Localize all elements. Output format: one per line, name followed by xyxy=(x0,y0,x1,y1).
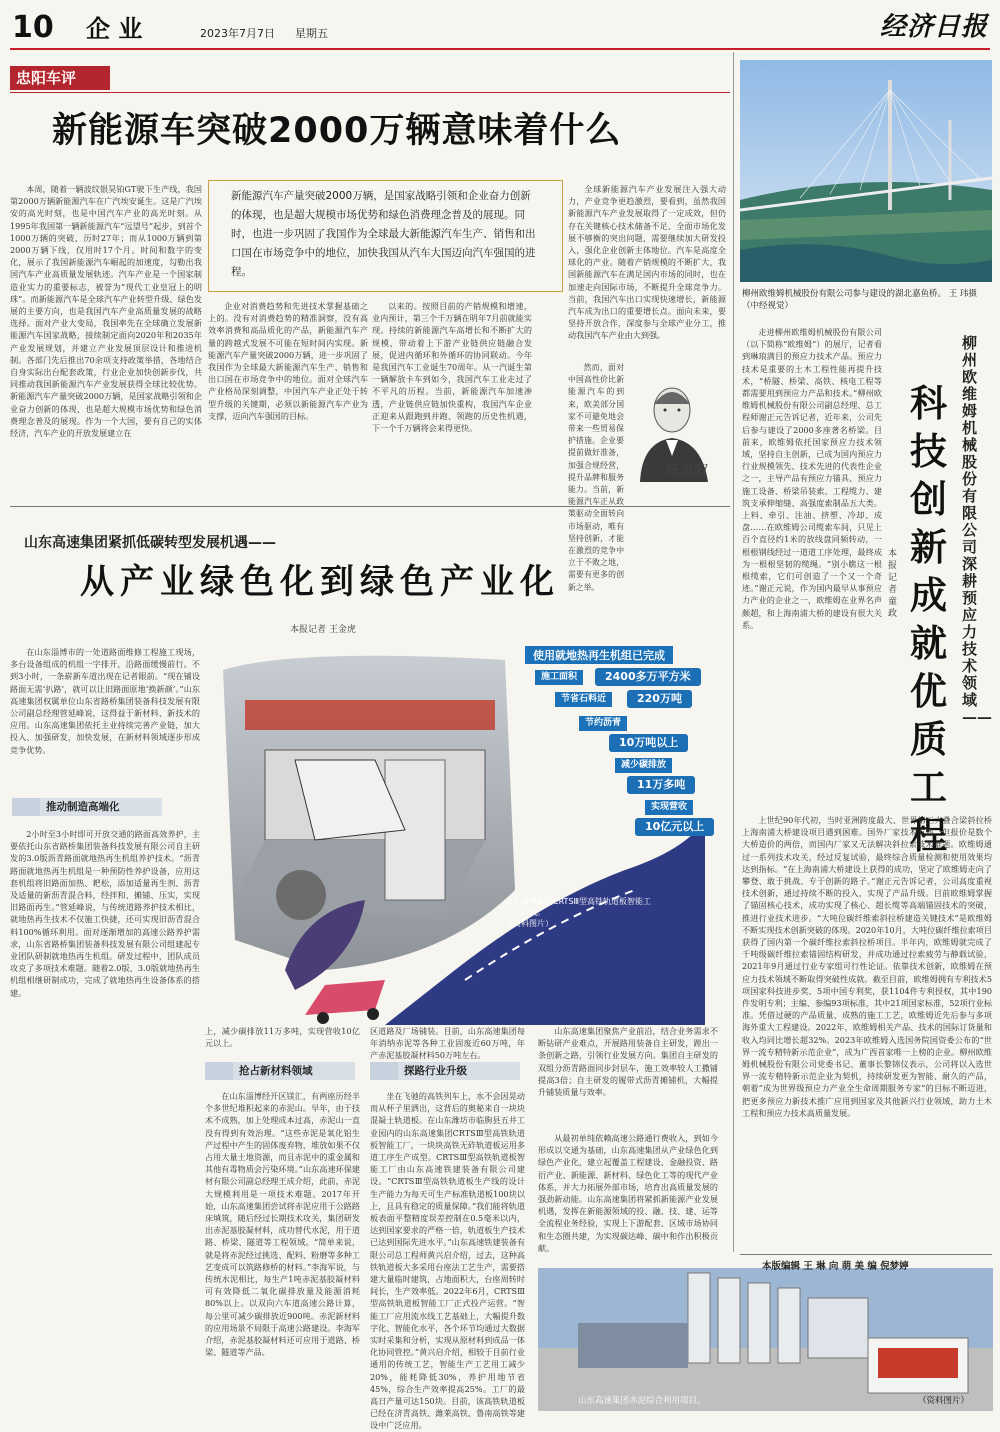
plant-illustration xyxy=(538,1268,993,1411)
issue-date: 2023年7月7日 xyxy=(200,27,275,40)
bridge-illustration xyxy=(740,60,992,282)
stat-label-1: 施工面积 xyxy=(535,670,583,685)
divider-right xyxy=(733,52,734,1252)
author-signature: 杨忠阳 xyxy=(664,463,706,479)
kicker-right: 柳州欧维姆机械股份有限公司深耕预应力技术领域—— xyxy=(962,334,992,726)
middle-lead: 在山东淄博市的一处道路面维修工程施工现场，多台设备组成的机组一字排开，沿路面缓慢前行。不到3小时，一条崭新车道出现在记者眼前。“现在铺设路面无需‘扒路’，就可以让旧路面原地‘换新颜’。”山东高速集团权属单位山东省路桥集团装备科技发展有限公司副总经理管延峰说，这得益于新材料、新技术的应用。山东高速集团依托主业持续完善产业链，加大投入、加强研发，加快发展，在新材料领域逐步形成竞争优势。 xyxy=(10,647,200,755)
top-col-5: 然而，面对中国高性价比新能源汽车的到来，欧美部分国家不可避免地会带来一些贸易保护措施。企业要提前做好准备，加强合规经营，提升品牌和服务能力。当前，新能源汽车正从政策驱动全面转向市场驱动，唯有坚持创新，才能在激烈的竞争中立于不败之地，需要有更多的创新之举。 xyxy=(568,363,624,592)
subhead-1: 推动制造高端化 xyxy=(12,798,162,816)
right-col-1: 走进柳州欧维姆机械股份有限公司（以下简称“欧维姆”）的展厅，记者看到琳琅满目的预应力技术产品。预应力技术是重要的土木工程性能再提升技术，“桥隧、桥梁、高铁、核电工程等都需要用到预应力产品和技术。”柳州欧维姆机械股份有限公司副总经理、总工程师谢正元告诉记者，近年来，公司先后参与建设了2000多座著名桥梁。目前来，欧维姆依托国家预应力技术领域，坚持自主创新，已成为国内预应力行业规模领先、技术先进的代表性企业之一，主导产品有预应力锚具、预应力施工设备、桥梁吊装索、工程缆力、建筑支承伸缩缝、高强度索制品五大类。上料、牵引、注油、挤塑、冷却、成盘……在欧维姆公司缆索车间，只见上百个直径约1米的放线盘同频转动，一根根钢线经过一道道工序处理，最终成为一根根坚韧的缆绳。“别小瞧这一根根缆索，它们可创造了一个又一个奇迹。”谢正元说，作为国内最早从事预应力产业的企业之一，欧维姆在业界名声颇超，和上海南浦大桥的建设有很大关系。 xyxy=(742,327,882,630)
stat-label-5: 实现营收 xyxy=(645,800,693,815)
byline-right: 本报记者 童 政 xyxy=(888,549,898,619)
divider-top xyxy=(10,506,730,507)
infographic-photo xyxy=(205,640,717,1025)
middle-col-1: 2小时至3小时即可开放交通的路面高效养护，主要依托山东省路桥集团装备科技发展有限公司自主研发的3.0版沥青路面就地热再生机组养护技术。“沥青路面就地热再生机组是一种预防性养护设备，应用这套机组将旧路面加热、耙松，添加适量再生剂、沥青及适量的新沥青混合料，经拌和、摊铺、压实，实现旧路面再生。”管延峰说，与传统道路养护技术相比，就地热再生技术不仅施工快捷，还可实现旧沥青混合料100%循环利用。面对逐渐增加的高速公路养护需求，山东省路桥集团装备科技发展有限公司组建起专业团队研制就地热再生机组。研发过程中，团队成员攻克了多项技术难题。随着2.0版、3.0版就地热再生机组相继研制成功，完成了就地热再生设备体系的搭建。 xyxy=(10,829,200,998)
middle-col-2-top: 上，减少碳排放11万多吨，实现营收10亿元以上。 xyxy=(205,1026,360,1049)
header-rule xyxy=(10,48,990,50)
infographic-title: 使用就地热再生机组已完成 xyxy=(525,646,673,664)
top-col-3: 以来的。按照目前的产销规模和增速，业内预计，第三个千万辆在明年7月前就能实现。持续的新能源汽车高增长和不断扩大的规模，带动着上下游产业链供应链融合发展，促进内循环和外循环的协同联动。今年是我国汽车工业诞生70周年。从一汽诞生第一辆解放卡车到如今，我国汽车工业走过了不平凡的历程。当前，新能源汽车加速渗透，产业链供应链加快重构，我国汽车企业正迎来从跟跑到并跑、领跑的历史性机遇，下一个千万辆将会来得更快。 xyxy=(372,301,532,434)
issue-weekday: 星期五 xyxy=(295,27,328,40)
top-col-4: 全球新能源汽车产业发展注入强大动力，产业竞争更趋激烈，要看到，虽然我国新能源汽车产业发展取得了一定成效，但仍存在关键核心技术储备不足、全面市场化发展不够衡的突出问题，需要继续加大研发投入，强化企业创新主体地位。汽车是高度全球化的产业。随着产销规模的不断扩大，我国新能源汽车在满足国内市场的同时，也在加速走向国际市场，不断提升全球竞争力。当前，我国汽车出口实现快速增长，新能源汽车成为出口的重要增长点。面向未来，要坚持开放合作，深度参与全球产业分工，推动我国汽车产业由大到强。 xyxy=(568,184,726,341)
subhead-3: 探路行业升级 xyxy=(370,1062,520,1080)
right-col-2: 上世纪90年代初，当时亚洲跨度最大、世界第三大叠合梁斜拉桥上海南浦大桥建设项目遇到困难。国外厂家技术成熟，但报价是数个大桥造价的两倍，而国内厂家又无法解决斜拉索技术难题。欧维姆通过一系列技术攻关，经过反复试验，最终综合质量检测和使用效果均达到指标。“在上海南浦大桥建设上获得的成功，坚定了欧维姆走向了攀登、敢于挑战、专于创新的路子。”谢正元告诉记者，公司高度重视技术创新，通过持续不断的投入，实现了产品升级。目前欧维姆掌握了锚固核心技术，成功实现了核心、超长缆等高端锚固技术的突破，推进行业技术进步。“大吨位碳纤维索斜拉桥建造关键技术”是欧维姆不断实现技术创新突破的体现。2020年10月，大吨位碳纤维拉索项目获得了国内第一个碳纤维拉索斜拉桥项目。半年内，欧维姆就完成了千吨级碳纤维拉索锚固结构研发，并成功通过拉索疲劳与静载试验，2021年9月通过行业专家组可行性论证。依靠技术创新，欧维姆在预应力技术领域不断取得突破性成就。截至目前，欧维姆拥有专利技术5项国家科技进步奖、5项中国专利奖，获1104件专利授权，其中190件发明专利；主编、参编93项标准，其中21项国家标准，52项行业标准。凭借过硬的产品质量、成熟的施工工艺，欧维姆近先后参与多项海外重大工程建设。2022年，欧维姆相关产品、技术的国际订货量和收入均同比增长超32%。2023年欧维姆入选国务院国资委公布的“世界一流专精特新示范企业”，成为广西首家唯一上榜的企业。柳州欧维姆机械股份有限公司党委书记、董事长黎锦仪表示，公司将以入选世界一流专精特新示范企业为契机，持续研发更为智能、耐久的产品，朝着“成为世界级预应力产业全生命周期服务专家”的目标不断迈进，把更多预应力新技术推广应用到国家及其他新兴行业领域，助力土木工程和预应力技术高质量发展。 xyxy=(742,815,992,1118)
stat-value-4: 11万多吨 xyxy=(627,776,695,794)
editors-credit: 本版编辑 王 琳 向 萌 美 编 倪梦婷 xyxy=(762,1261,909,1272)
photo-bridge xyxy=(740,60,992,282)
middle-col-3: 坐在飞驰的高铁列车上，水不会因晃动而从杯子里洒出，这背后的奥秘来自一块块混凝土轨道板。在山东潍坊市临朐县五井工业园内的山东高速集团CRTSⅢ型高铁轨道板智能工厂，一块块高铁无砟轨道板运用多道工序生产成型。CRTSⅢ型高铁轨道板智能工厂由山东高速铁建装备有限公司建设。“CRTSⅢ型高铁轨道板生产线的设计生产能力为每天可生产标准轨道板100块以上，且具有稳定的质量保障。”我们能将轨道板表面平整精度误差控制在0.5毫米以内，达到国家要求的严格一倍，轨道板生产技术已达到国际先进水平。”山东高速铁建装备有限公司总工程师黄兴启介绍，过去，这种高铁轨道板大多采用台座法工艺生产，需要搭建大量临时建筑，占地面积大，台座周转时间长，生产效率低。2022年6月，CRTSⅢ型高铁轨道板智能工厂正式投产运营。“智能工厂应用流水线工艺基础上，大幅提升数字化、智能化水平，各个环节均通过大数据实时采集和分析，实现从原材料到成品一体化协同管控。”黄兴启介绍，相较于目前行业通用的传统工艺，智能生产工艺用工减少20%，能耗降低30%，养护用地节省45%，综合生产效率提高25%。工厂的最高日产量可达150块。目前，该高铁轨道板已经在济青高铁、潍莱高铁、鲁南高铁等建设中广泛应用。 xyxy=(370,1091,525,1431)
stat-value-3: 10万吨以上 xyxy=(609,734,688,752)
page-number: 10 xyxy=(12,10,54,45)
middle-col-4: 山东高速集团聚焦产业前沿，结合业务需求不断钻研产业难点，开展路用装备自主研发，蹚出一条创新之路，引领行业发展方向。集团自主研发的双组分沥青路面同步封层车，施工效率较人工撒铺提高3倍；自主研发的履带式沥青摊铺机，大幅提升铺装质量与效率。 xyxy=(538,1026,718,1098)
headline-right: 科技创新成就优质工程 xyxy=(910,382,947,857)
column-tag: 忠阳车评 xyxy=(10,66,110,90)
column-tag-rule xyxy=(10,92,730,93)
middle-col-3-top: 区道路及厂场铺装。目前，山东高速集团每年消纳赤泥等各种工业固废近60万吨，年产赤泥基胶凝材料50万吨左右。 xyxy=(370,1026,525,1061)
section-name: 企 业 xyxy=(86,14,143,43)
footer-rule xyxy=(740,1254,992,1255)
stat-label-3: 节约沥青 xyxy=(579,716,627,731)
photo-caption-bridge: 柳州欧维姆机械股份有限公司参与建设的湖北嘉鱼桥。 王 玮摄（中经视觉） xyxy=(742,289,977,311)
stat-value-1: 2400多万平方米 xyxy=(595,668,701,686)
stat-value-5: 10亿元以上 xyxy=(635,818,714,836)
photo-credit-redmud: （资料图片） xyxy=(918,1396,970,1406)
kicker-middle: 山东高速集团紧抓低碳转型发展机遇—— xyxy=(24,535,276,551)
top-col-1: 本周，随着一辆波纹银昊铂GT驶下生产线，我国第2000万辆新能源汽车在广汽埃安诞生。这是广汽埃安的高光时刻，也是中国汽车产业的高光时刻。从1995年我国第一辆新能源汽车“远望号”起步，到首个1000万辆的突破，历时27年；而从1000万辆到第2000万辆下线，仅用时17个月。时间和数字的变化，展示了我国新能源汽车崛起的加速度，勾勒出我国汽车产业高质量发展轨迹。汽车产业是一个国家制造业实力的重要标志，被誉为“现代工业皇冠上的明珠”。而新能源汽车是全球汽车产业转型升级、绿色发展的主要方向，也是我国汽车产业高质量发展的战略选择。面对产业大变局，我国率先在全球确立发展新能源汽车国家战略，接续制定面向2020年和2035年产业发展规划，并建立产业发展顶层设计和推进机制。各部门先后推出70余项支持政策举措，各地结合自身实际出台配套政策，行业企业加快创新步伐，共同推动我国新能源汽车产业发展获得全球比较优势。新能源汽车产量突破2000万辆，是国家战略引领和企业奋力创新的体现，也是超大规模市场优势和绿色消费理念普及的展现。作为一个大国，要有自己的实体经济，汽车产业的开放发展建立在 xyxy=(10,184,202,439)
middle-col-2: 在山东淄博经开区镁汇，有两座历经半个多世纪堆积起来的赤泥山。早年，由于技术不成熟，加上处理成本过高，赤泥山一直没有得到有效治理。“这些赤泥是氧化铝生产过程中产生的固体废弃物，堆放如果不仅占用大量土地资源，而且赤泥中的重金属和其他有毒物质会污染环境。”山东高速环保建材有限公司副总经理王成介绍，此前，赤泥大规模利用是一项技术难题。2017年开始，山东高速集团尝试将赤泥应用于公路路床填筑，随后经过长期技术攻关，集团研发出赤泥基胶凝材料，成功替代水泥，用于道路、桥梁、隧道等工程领域。“简单来说，就是将赤泥经过挑选、配料、粉磨等多种工艺变成可以筑路修桥的材料。”李海军说，与传统水泥相比，每生产1吨赤泥基胶凝材料可有效降低二氧化碳排放量及能源消耗80%以上。以双向六车道高速公路计算，每公里可减少碳排放近900吨。赤泥新材料的应用场景不局限于高速公路建设。李海军介绍，赤泥基胶凝材料还可应用于道路、桥梁、隧道等产品。 xyxy=(205,1091,360,1358)
headline-middle: 从产业绿色化到绿色产业化 xyxy=(80,562,560,602)
top-col-2: 企业对消费趋势和先进技术掌握基础之上的。没有对消费趋势的精准洞察，没有高效率消费和高品质化的产品，新能源汽车产量的跨越式发展不可能在短时间内实现。新能源汽车产量突破2000万辆，进一步巩固了我国作为全球最大新能源汽车生产、销售和出口国在市场竞争中的地位。面对全球汽车产业格局深刻调整，中国汽车产业正处于转型升级的关键期，必须以新能源汽车产业为支撑，迈向汽车强国的目标。 xyxy=(208,301,368,421)
masthead-logo: 经济日报 xyxy=(880,12,989,42)
photo-redmud-project xyxy=(538,1268,993,1411)
byline-middle: 本报记者 王金虎 xyxy=(290,625,356,635)
stat-value-2: 220万吨 xyxy=(627,690,692,708)
photo-caption-factory: 山东高速集团CRTSⅢ型高铁轨道板智能工厂生产线。 （资料图片） xyxy=(505,897,652,928)
subhead-2: 抢占新材料领域 xyxy=(205,1062,355,1080)
pullquote-box xyxy=(208,180,563,292)
headline-top: 新能源车突破2000万辆意味着什么 xyxy=(52,111,622,151)
photo-caption-redmud: 山东高速集团赤泥综合利用项目。 xyxy=(578,1396,706,1406)
stat-label-4: 减少碳排放 xyxy=(615,758,672,773)
stat-label-2: 节省石料近 xyxy=(555,692,612,707)
pullquote-text: 新能源汽车产量突破2000万辆，是国家战略引领和企业奋力创新的体现，也是超大规模市场优势和绿色消费理念普及的展现。同时，也进一步巩固了我国作为全球最大新能源汽车生产、销售和出口国在市场竞争中的地位，加快我国从汽车大国迈向汽车强国的进程。 xyxy=(231,190,536,278)
middle-col-4b: 从最初单纯依赖高速公路通行费收入，到如今形成以交通为基础，山东高速集团从产业绿色化到绿色产业化，建立起覆盖工程建设、金融投资、路衍产业、新能源、新材料、绿色化工等的现代产业体系，并大力拓展外部市场，培育出高质量发展的强劲新动能。山东高速集团将紧抓新能源产业发展机遇，发挥在新能源领域的投、融、技、建、运等全流程业务经验，实现上下游配套、区域市场协同和生态圈共建，为实现碳达峰、碳中和作出积极贡献。 xyxy=(538,1133,718,1253)
